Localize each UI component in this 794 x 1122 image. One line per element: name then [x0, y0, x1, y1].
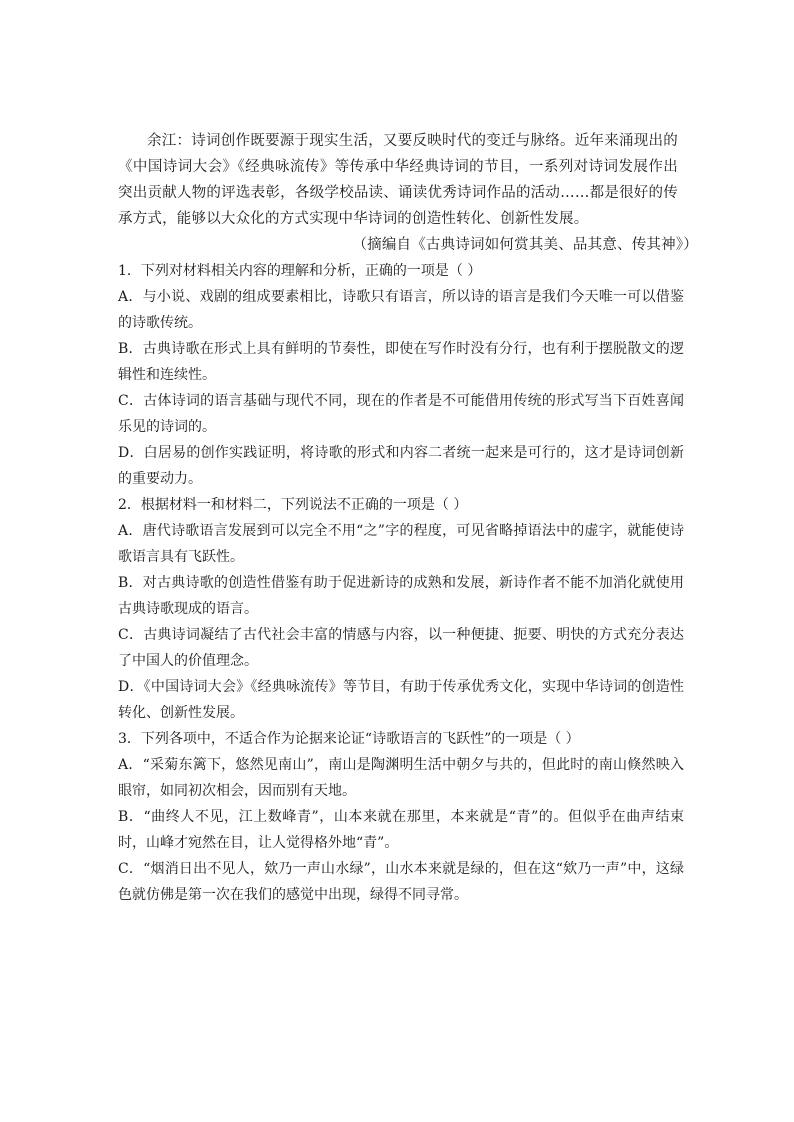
- option-b: B．“曲终人不见，江上数峰青”，山本来就在那里，本来就是“青”的。但似乎在曲声结束时，山峰才宛然在目，让人觉得格外地“青”。: [118, 809, 684, 851]
- option-d: D．白居易的创作实践证明，将诗歌的形式和内容二者统一起来是可行的，这才是诗词创新的重要动力。: [118, 445, 684, 487]
- option-b: B．对古典诗歌的创造性借鉴有助于促进新诗的成熟和发展，新诗作者不能不加消化就使用古典诗歌现成的语言。: [118, 575, 684, 617]
- option-c: C．“烟消日出不见人，欸乃一声山水绿”，山水本来就是绿的，但在这“欸乃一声”中，这绿色就仿佛是第一次在我们的感觉中出现，绿得不同寻常。: [118, 861, 684, 903]
- question-1: [118, 258, 684, 492]
- option-b: B．古典诗歌在形式上具有鲜明的节奏性，即使在写作时没有分行，也有利于摆脱散文的逻辑性和连续性。: [118, 341, 684, 383]
- passage-paragraph: 余江：诗词创作既要源于现实生活，又要反映时代的变迁与脉络。近年来涌现出的《中国诗词大会》《经典咏流传》等传承中华经典诗词的节目，一系列对诗词发展作出突出贡献人物的评选表彰，各级学校品读、诵读优秀诗词作品的活动……都是很好的传承方式，能够以大众化的方式实现中华诗词的创造性转化、创新性发展。: [118, 133, 678, 227]
- option-a: A．“采菊东篱下，悠然见南山”，南山是陶渊明生活中朝夕与共的，但此时的南山倏然映入眼帘，如同初次相会，因而别有天地。: [118, 757, 684, 799]
- passage-source: （摘编自《古典诗词如何赏其美、品其意、传其神》）: [352, 237, 698, 253]
- question-stem: 3．下列各项中，不适合作为论据来论证“诗歌语言的飞跃性”的一项是（ ）: [118, 731, 580, 747]
- question-3: [118, 726, 684, 908]
- question-stem: 1．下列对材料相关内容的理解和分析，正确的一项是（ ）: [118, 263, 482, 279]
- question-list: [118, 258, 684, 908]
- question-2: [118, 492, 684, 726]
- option-d: D．《中国诗词大会》《经典咏流传》等节目，有助于传承优秀文化，实现中华诗词的创造性转化、创新性发展。: [118, 679, 684, 721]
- option-c: C．古典诗词凝结了古代社会丰富的情感与内容，以一种便捷、扼要、明快的方式充分表达了中国人的价值理念。: [118, 627, 684, 669]
- option-a: A．唐代诗歌语言发展到可以完全不用“之”字的程度，可见省略掉语法中的虚字，就能使诗歌语言具有飞跃性。: [118, 523, 684, 565]
- option-a: A．与小说、戏剧的组成要素相比，诗歌只有语言，所以诗的语言是我们今天唯一可以借鉴的诗歌传统。: [118, 289, 684, 331]
- question-stem: 2．根据材料一和材料二，下列说法不正确的一项是（ ）: [118, 497, 468, 513]
- option-c: C．古体诗词的语言基础与现代不同，现在的作者是不可能借用传统的形式写当下百姓喜闻乐见的诗词的。: [118, 393, 684, 435]
